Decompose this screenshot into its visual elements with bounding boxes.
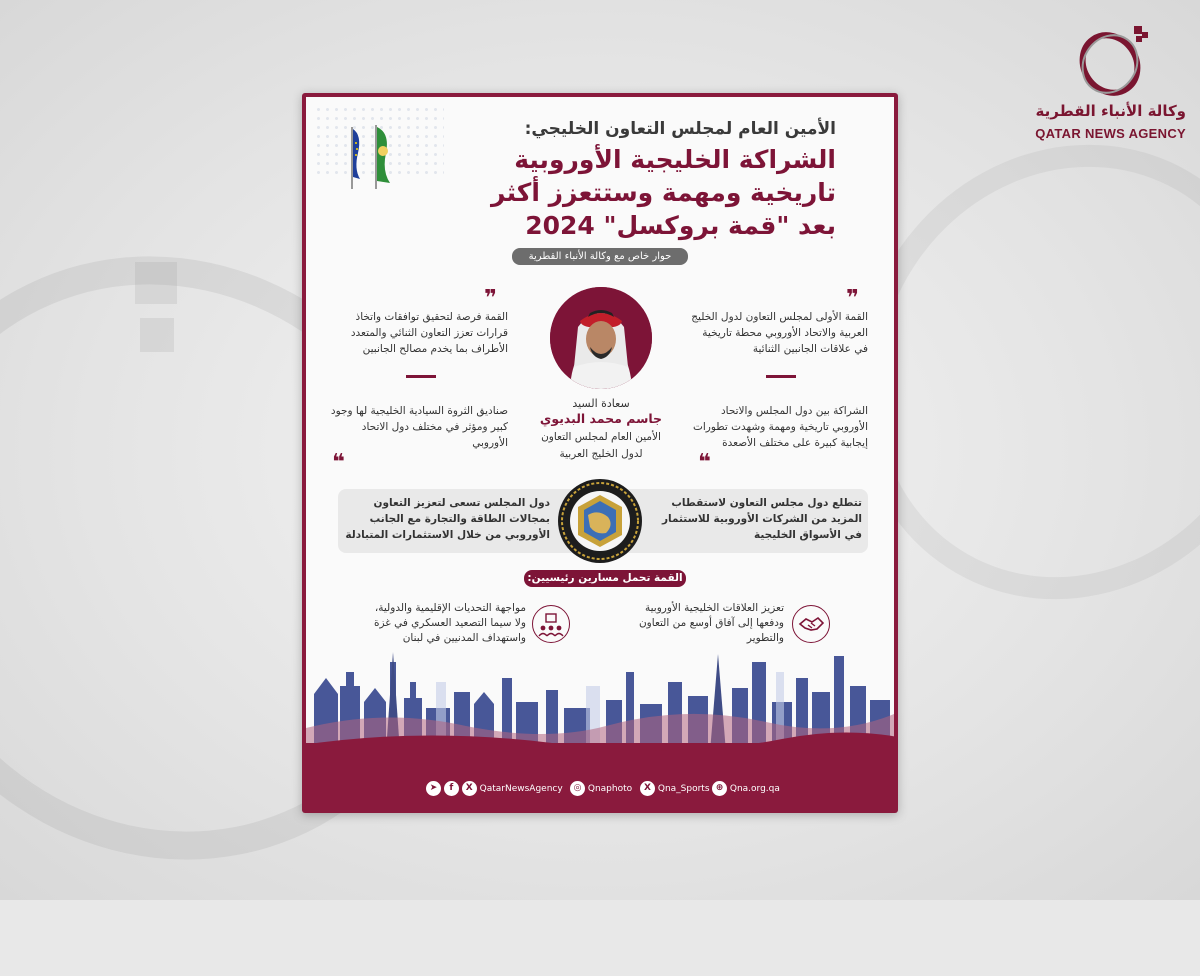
headline-line: الشراكة الخليجية الأوروبية	[514, 145, 836, 174]
band-text-right: تتطلع دول مجلس التعاون لاستقطاب المزيد من الشركات الأوروبية للاستثمار في الأسواق الخليجية	[661, 497, 862, 541]
headline-line: تاريخية ومهمة وستتعزز أكثر	[491, 178, 836, 207]
quote-mark-icon: ❞	[484, 286, 497, 311]
instagram-handle: Qnaphoto	[587, 784, 633, 794]
quote-left-top: القمة فرصة لتحقيق توافقات واتخاذ قرارات تعزز التعاون الثنائي والمتعدد الأطراف بما يخدم مصالح الجانبين	[350, 311, 508, 355]
telegram-icon: ➤	[426, 781, 441, 796]
person-title	[502, 429, 700, 463]
infographic-paper	[306, 97, 894, 743]
person-icon	[550, 287, 652, 389]
instagram-icon: ◎	[570, 781, 585, 796]
background-decor	[135, 262, 177, 304]
social-main[interactable]	[426, 781, 563, 797]
gcc-emblem	[558, 479, 642, 563]
agency-name-arabic: وكالة الأنباء القطرية	[1035, 102, 1186, 120]
social-x-sports[interactable]	[640, 781, 710, 797]
divider	[406, 375, 436, 378]
quote-left-bottom: صناديق الثروة السيادية الخليجية لها وجود كبير ومؤثر في مختلف دول الاتحاد الأوروبي	[330, 405, 508, 449]
track-text-left: مواجهة التحديات الإقليمية والدولية، ولا سيما التصعيد العسكري في غزة واستهداف المدنيين في لبنان	[373, 602, 526, 644]
handshake-icon	[792, 605, 830, 643]
website-text: Qna.org.qa	[729, 784, 780, 794]
headline	[406, 143, 836, 242]
gcc-emblem-icon	[558, 479, 642, 563]
headline-line: بعد "قمة بروكسل" 2024	[525, 211, 836, 240]
social-instagram[interactable]	[570, 781, 632, 797]
quote-mark-icon: ❝	[332, 450, 345, 475]
portrait-photo	[550, 287, 652, 389]
footer	[302, 759, 898, 813]
agency-logo-icon	[1068, 20, 1158, 100]
quote-mark-icon: ❞	[846, 286, 859, 311]
background-decor	[140, 318, 174, 352]
facebook-icon: f	[444, 781, 459, 796]
people-network-icon	[532, 605, 570, 643]
x-icon: X	[640, 781, 655, 796]
website-link[interactable]	[712, 781, 780, 797]
flags-icon	[332, 119, 396, 191]
band-text-left: دول المجلس تسعى لتعزيز التعاون بمجالات الطاقة والتجارة مع الجانب الأوروبي من خلال الاستثمارات المتبادلة	[345, 497, 550, 541]
footer-wave	[302, 723, 898, 763]
quote-right-bottom: الشراكة بين دول المجلس والاتحاد الأوروبي تاريخية ومهمة وشهدت تطورات إيجابية كبيرة على مختلف الأصعدة	[692, 405, 868, 449]
person-name: جاسم محمد البديوي	[539, 411, 663, 426]
person-honorific: سعادة السيد	[572, 397, 630, 410]
interview-badge: حوار خاص مع وكالة الأنباء القطرية	[512, 248, 688, 265]
x-sports-handle: Qna_Sports	[657, 784, 710, 794]
agency-logo	[1006, 20, 1186, 150]
person-title-line: الأمين العام لمجلس التعاون	[541, 431, 661, 443]
person-title-line: لدول الخليج العربية	[559, 448, 643, 460]
track-text-right: تعزيز العلاقات الخليجية الأوروبية ودفعها إلى آفاق أوسع من التعاون والتطوير	[638, 602, 784, 644]
x-icon: X	[462, 781, 477, 796]
divider	[766, 375, 796, 378]
social-handle: QatarNewsAgency	[479, 784, 563, 794]
quote-right-top: القمة الأولى لمجلس التعاون لدول الخليج العربية والاتحاد الأوروبي محطة تاريخية في علاقات الجانبين الثنائية	[691, 311, 868, 355]
infographic-card	[302, 93, 898, 813]
agency-name-english: QATAR NEWS AGENCY	[1035, 126, 1186, 141]
tracks-badge: القمة تحمل مسارين رئيسيين:	[524, 570, 686, 587]
quote-mark-icon: ❝	[698, 450, 711, 475]
subtitle: الأمين العام لمجلس التعاون الخليجي:	[524, 119, 836, 139]
globe-icon: ⊕	[712, 781, 727, 796]
